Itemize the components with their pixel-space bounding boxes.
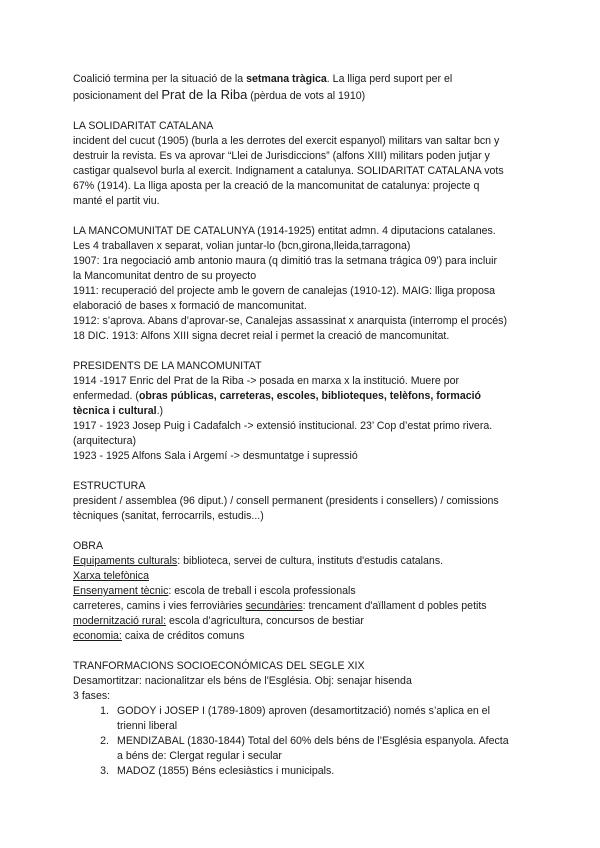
mancomunitat-line: la Mancomunitat dentro de su proyecto (73, 270, 257, 282)
solidaritat-line: 67% (1914). La lliga aposta per la creació de la mancomunitat de catalunya: projecte q (73, 180, 480, 192)
obra-underlined: Equipaments culturals (73, 555, 178, 567)
obra-text: carreteres, camins i vies ferroviàries (73, 600, 246, 612)
intro-line-1 (73, 72, 533, 87)
obra-line (73, 614, 533, 629)
obra-text: : trencament d'aïllament d pobles petits (302, 600, 487, 612)
obra-underlined: Xarxa telefònica (73, 570, 149, 582)
obra-line (73, 584, 533, 599)
transformacions-line: 3 fases: (73, 690, 111, 702)
list-item-text: MENDIZABAL (1830-1844) Total del 60% dels béns de l’Església espanyola. Afecta (117, 735, 509, 747)
presidents-line (73, 389, 533, 404)
list-item-text: trienni liberal (117, 720, 178, 732)
list-number: 1. (100, 705, 109, 717)
solidaritat-line: manté el partit viu. (73, 195, 160, 207)
mancomunitat-line: 1912: s’aprova. Abans d’aprovar-se, Canalejas assassinat x anarquista (interromp el procés) (73, 315, 507, 327)
list-item (87, 704, 533, 734)
obra-line (73, 599, 533, 614)
mancomunitat-line: 1907: 1ra negociació amb antonio maura (q dimitió tras la setmana trágica 09’) para incluir (73, 255, 497, 267)
mancomunitat-line: 1911: recuperació del projecte amb le govern de canalejas (1910-12). MAIG: lliga proposa (73, 285, 496, 297)
obra-underlined: economia: (73, 630, 122, 642)
transformacions-line: Desamortitzar: nacionalitzar els béns de l'Església. Obj: senajar hisenda (73, 675, 412, 687)
estructura-line: tècniques (sanitat, ferrocarrils, estudis...) (73, 510, 264, 522)
obra-underlined: modernització rural: (73, 615, 167, 627)
intro-line-2 (73, 87, 533, 104)
obra-underlined: Ensenyament tècnic (73, 585, 169, 597)
list-item-text: GODOY i JOSEP I (1789-1809) aproven (desamortització) només s’aplica en el (117, 705, 490, 717)
obra-line (73, 554, 533, 569)
obra-underlined: secundàries (245, 600, 303, 612)
intro-text: (pèrdua de vots al 1910) (247, 90, 366, 102)
obra-line (73, 629, 533, 644)
list-item (87, 734, 533, 764)
obra-line (73, 569, 533, 584)
document-body (73, 72, 533, 779)
mancomunitat-line: elaboració de bases x formació de mancomunitat. (73, 300, 307, 312)
mancomunitat-line: Les 4 traballaven x separat, volian juntar-lo (bcn,girona,lleida,tarragona) (73, 240, 411, 252)
mancomunitat-line: 18 DIC. 1913: Alfons XIII signa decret reial i permet la creació de mancomunitat. (73, 330, 450, 342)
list-item (87, 764, 533, 779)
intro-text: posicionament del (73, 90, 162, 102)
intro-big-text: Prat de la Riba (161, 87, 248, 102)
presidents-text: enfermedad. ( (73, 390, 139, 402)
presidents-line: 1917 - 1923 Josep Puig i Cadafalch -> extensió institucional. 23’ Cop d’estat primo rivera. (73, 420, 493, 432)
intro-text: Coalició termina per la situació de la (73, 73, 247, 85)
solidaritat-line: incident del cucut (1905) (burla a les derrotes del exercit espanyol) militars van saltar bcn y (73, 135, 500, 147)
section-heading-estructura: ESTRUCTURA (73, 480, 146, 492)
list-item-text: MADOZ (1855) Béns eclesiàstics i municipals. (117, 765, 335, 777)
obra-text: caixa de créditos comuns (121, 630, 245, 642)
solidaritat-line: castigar qualsevol burla al exercit. Indignament a catalunya. SOLIDARITAT CATALANA vots (73, 165, 504, 177)
list-number: 3. (100, 765, 109, 777)
presidents-line: 1923 - 1925 Alfons Sala i Argemí -> desmuntatge i supressió (73, 450, 358, 462)
presidents-bold: tècnica i cultural (73, 405, 157, 417)
section-heading-obra: OBRA (73, 540, 104, 552)
obra-text: : biblioteca, servei de cultura, instituts d'estudis catalans. (177, 555, 444, 567)
section-heading-presidents: PRESIDENTS DE LA MANCOMUNITAT (73, 360, 262, 372)
intro-text: . La lliga perd suport per el (326, 73, 453, 85)
section-heading-transformacions: TRANFORMACIONS SOCIOECONÓMICAS DEL SEGLE XIX (73, 660, 365, 672)
presidents-line (73, 404, 533, 419)
obra-text: : escola de treball i escola professionals (168, 585, 356, 597)
presidents-line: (arquitectura) (73, 435, 136, 447)
estructura-line: president / assemblea (96 diput.) / consell permanent (presidents i consellers) / comissions (73, 495, 499, 507)
presidents-text: .) (156, 405, 164, 417)
section-heading-solidaritat: LA SOLIDARITAT CATALANA (73, 120, 214, 132)
obra-text: escola d’agricultura, concursos de bestiar (166, 615, 364, 627)
solidaritat-line: destruir la revista. Es va aprovar “Llei de Jurisdiccions” (alfons XIII) militars poden jutjar y (73, 150, 490, 162)
intro-bold: setmana tràgica (246, 73, 327, 85)
fases-list (73, 704, 533, 779)
list-item-text: a béns de: Clergat regular i secular (117, 750, 282, 762)
presidents-bold: obras públicas, carreteras, escoles, biblioteques, telèfons, formació (138, 390, 482, 402)
list-number: 2. (100, 735, 109, 747)
presidents-line: 1914 -1917 Enric del Prat de la Riba -> posada en marxa x la institució. Muere por (73, 375, 459, 387)
section-heading-mancomunitat: LA MANCOMUNITAT DE CATALUNYA (1914-1925) entitat admn. 4 diputacions catalanes. (73, 225, 496, 237)
